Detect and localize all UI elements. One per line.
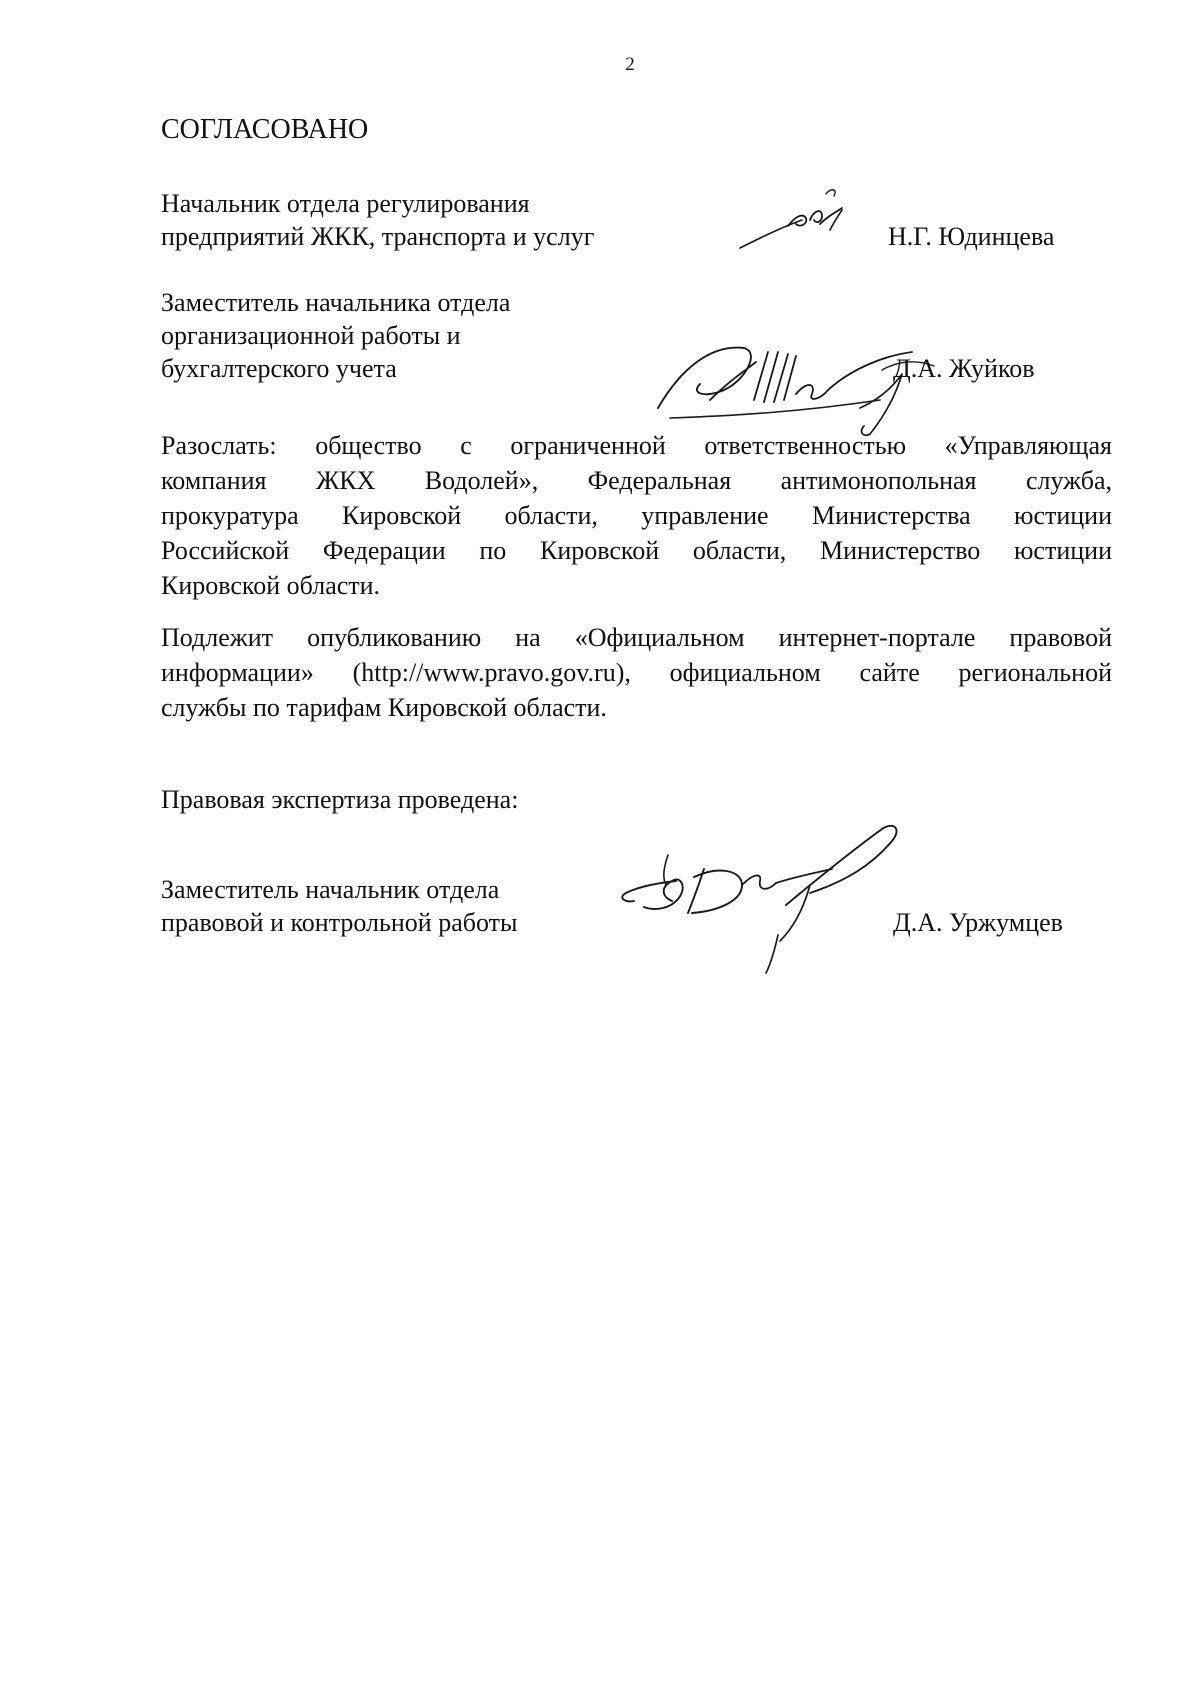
- distribution-line: Разослать: общество с ограниченной ответственностью «Управляющая: [161, 431, 1112, 460]
- distribution-line: Российской Федерации по Кировской области, Министерство юстиции: [161, 536, 1112, 565]
- publication-line: Подлежит опубликованию на «Официальном интернет-портале правовой: [161, 623, 1112, 652]
- legal-review-name: Д.А. Уржумцев: [893, 908, 1063, 937]
- signatory-position-line: Заместитель начальника отдела: [161, 288, 511, 317]
- legal-review-position-line: правовой и контрольной работы: [161, 908, 518, 937]
- signature-urzhumtsev: [610, 815, 930, 975]
- signatory-position-line: бухгалтерского учета: [161, 354, 397, 383]
- distribution-line: компания ЖКХ Водолей», Федеральная антимонопольная служба,: [161, 466, 1112, 495]
- signatory-position-line: Начальник отдела регулирования: [161, 189, 530, 218]
- approval-heading: СОГЛАСОВАНО: [161, 114, 369, 145]
- publication-paragraph: [161, 620, 1112, 725]
- legal-review-heading: Правовая экспертиза проведена:: [161, 785, 519, 814]
- distribution-line: прокуратура Кировской области, управление Министерства юстиции: [161, 501, 1112, 530]
- signature-yudintseva: [730, 180, 860, 260]
- signatory-position-line: предприятий ЖКК, транспорта и услуг: [161, 222, 595, 251]
- signatory-position-line: организационной работы и: [161, 321, 461, 350]
- signatory-name: Д.А. Жуйков: [893, 354, 1035, 383]
- signatory-name: Н.Г. Юдинцева: [888, 222, 1055, 251]
- distribution-paragraph: [161, 428, 1112, 603]
- publication-line: службы по тарифам Кировской области.: [161, 693, 607, 722]
- page-number: 2: [625, 54, 635, 75]
- distribution-line: Кировской области.: [161, 571, 381, 600]
- publication-line: информации» (http://www.pravo.gov.ru), официальном сайте региональной: [161, 658, 1112, 687]
- legal-review-position-line: Заместитель начальник отдела: [161, 875, 500, 904]
